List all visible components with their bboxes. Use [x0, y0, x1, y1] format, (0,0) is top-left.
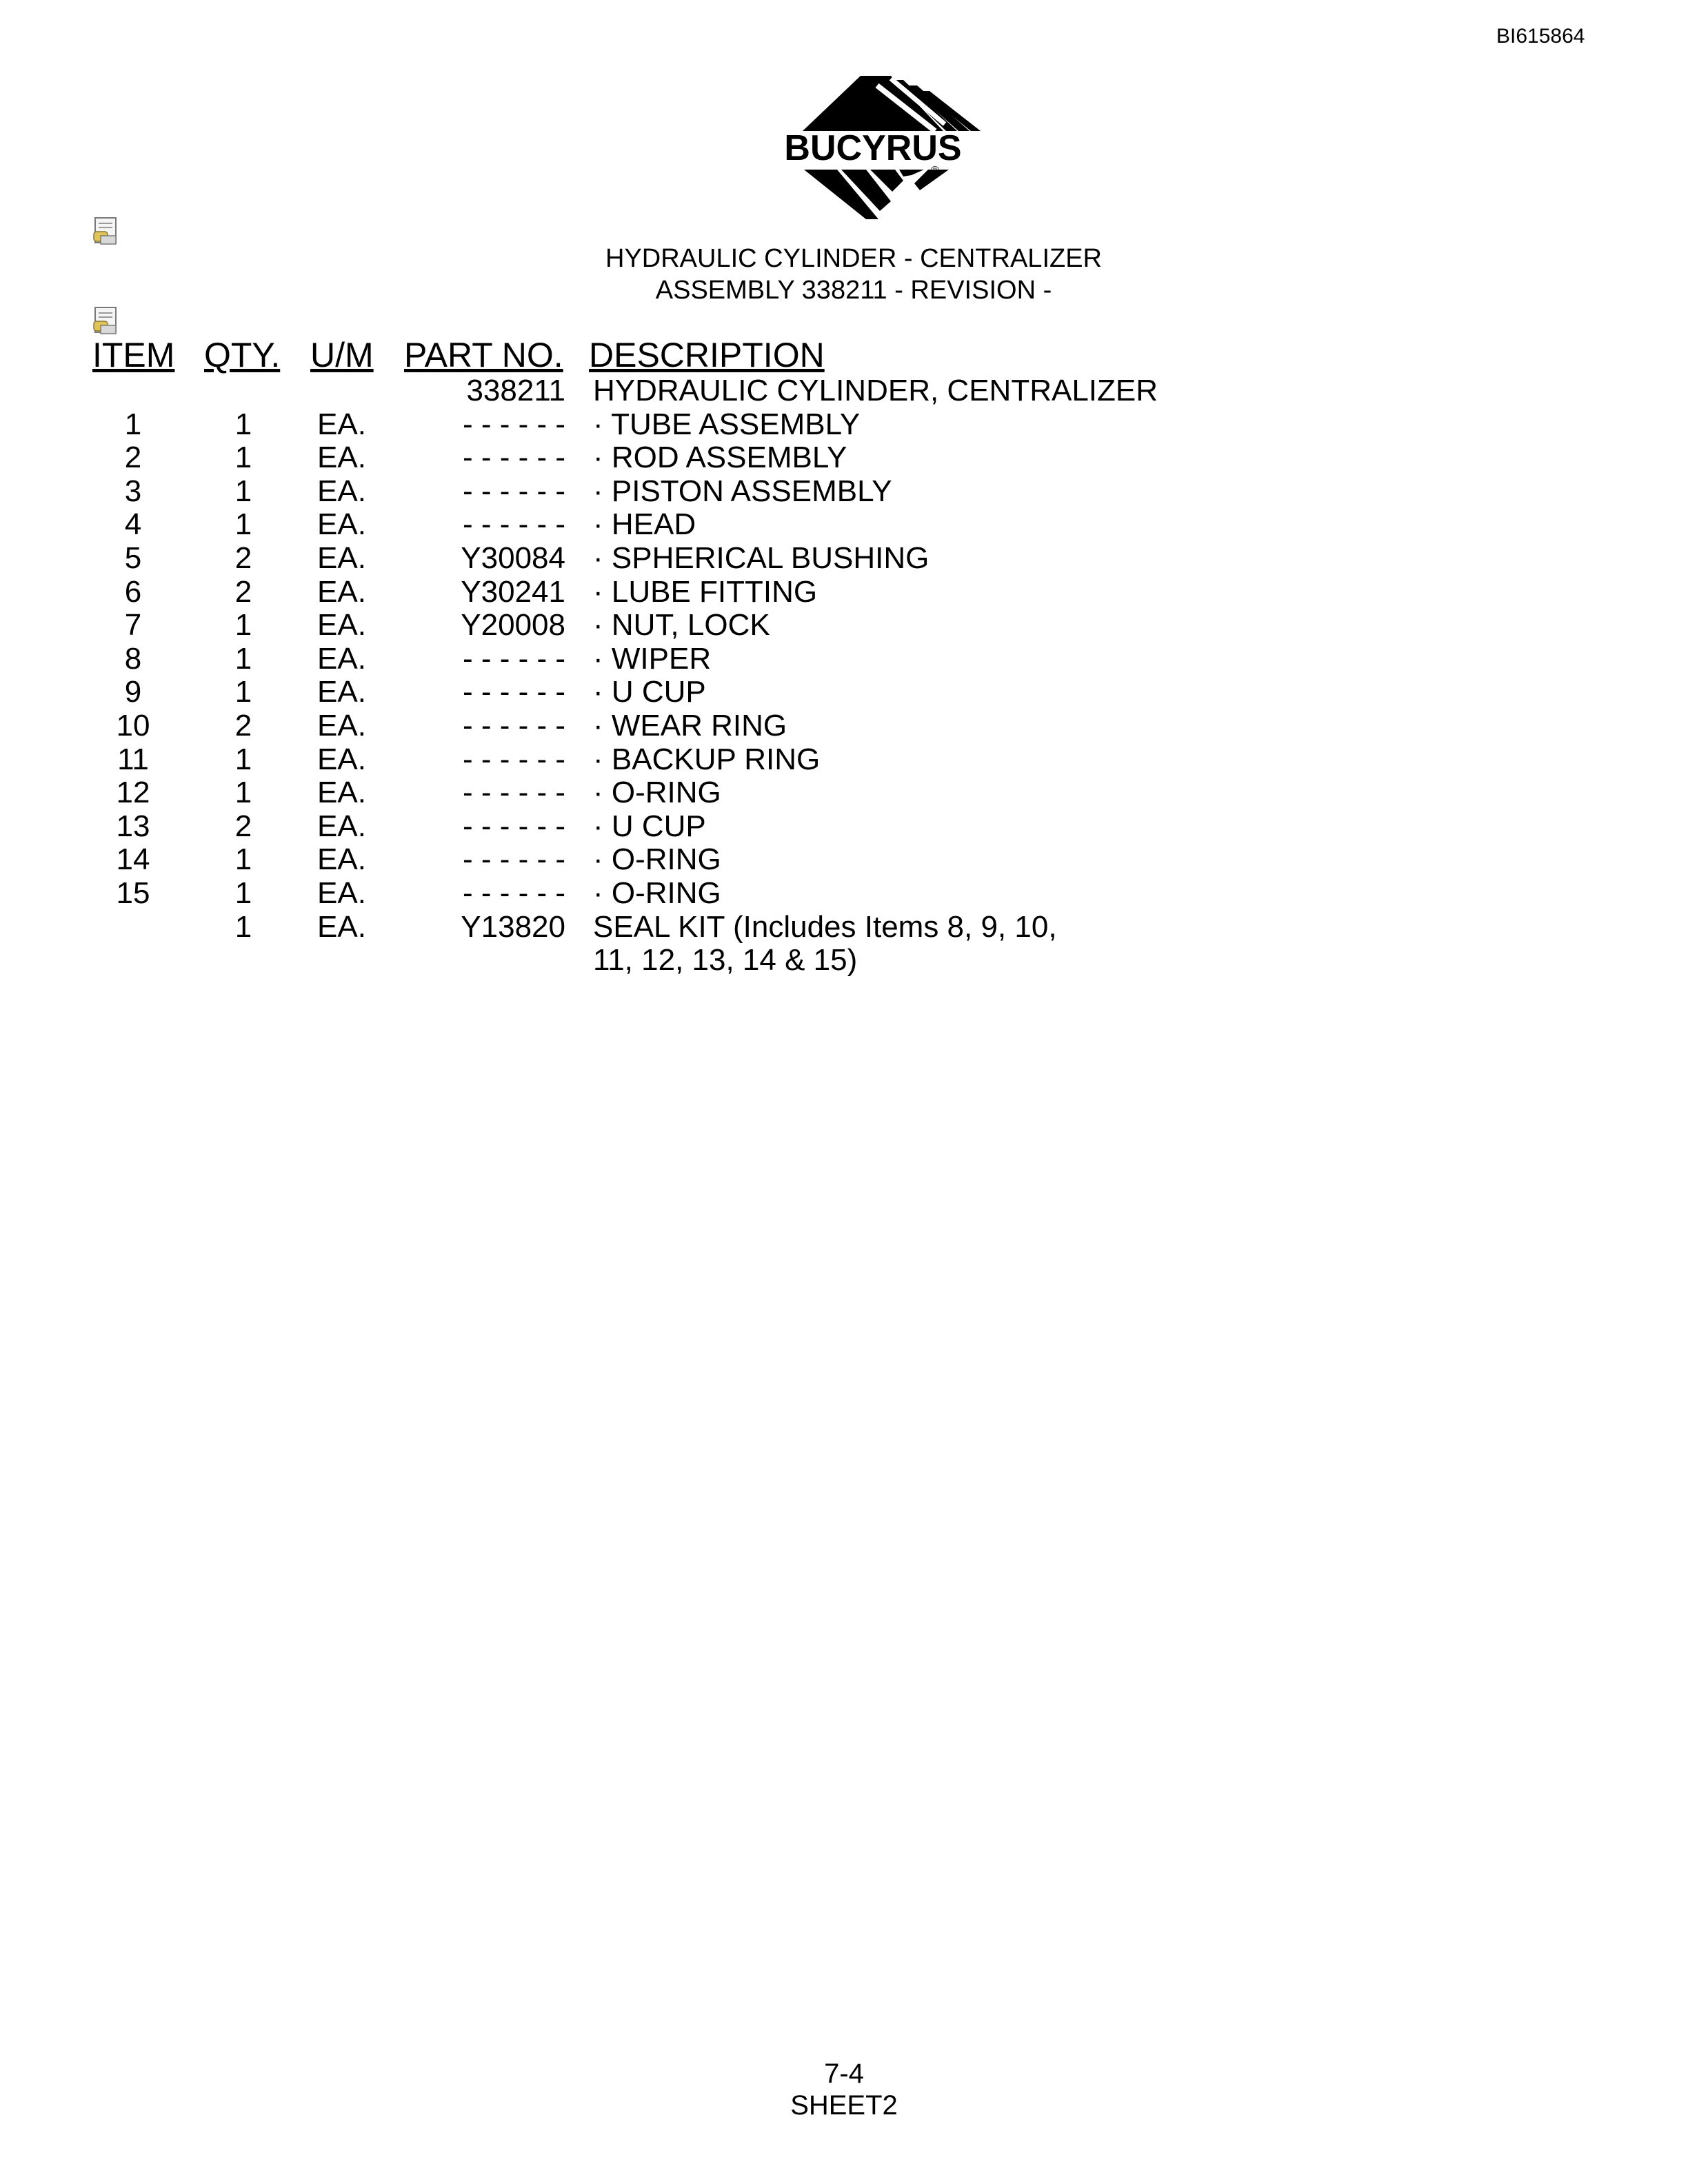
page-number: 7-4	[824, 2059, 864, 2089]
um-cell: EA.	[317, 709, 366, 742]
table-row	[0, 441, 1241, 474]
qty-cell: 1	[234, 507, 252, 542]
table-row	[0, 474, 1241, 508]
part-no-cell: - - - - - -	[462, 809, 565, 843]
table-row	[0, 842, 1241, 876]
item-cell: 10	[116, 709, 150, 742]
qty-cell: 1	[234, 474, 252, 508]
title-line-1: HYDRAULIC CYLINDER - CENTRALIZER	[605, 244, 1102, 273]
qty-cell: 2	[234, 809, 252, 843]
part-no-cell: Y30084	[461, 541, 565, 575]
description-cell: · NUT, LOCK	[593, 608, 770, 643]
sheet-label: SHEET2	[790, 2090, 898, 2121]
um-cell: EA.	[317, 641, 366, 676]
item-cell: 1	[124, 407, 142, 441]
header-part-no: PART NO.	[404, 336, 563, 374]
qty-cell: 2	[234, 709, 252, 742]
description-cell: · LUBE FITTING	[593, 574, 818, 609]
qty-cell: 1	[234, 675, 252, 709]
svg-text:®: ®	[931, 165, 939, 176]
part-no-cell: - - - - - -	[462, 742, 565, 776]
part-no-cell: - - - - - -	[462, 842, 565, 877]
part-no-cell: - - - - - -	[462, 507, 565, 542]
description-cell: · TUBE ASSEMBLY	[593, 407, 861, 441]
part-no-cell: - - - - - -	[462, 474, 565, 508]
note-icon[interactable]	[92, 216, 120, 245]
qty-cell: 1	[234, 742, 252, 776]
qty-cell: 1	[234, 842, 252, 877]
description-cell: 11, 12, 13, 14 & 15)	[593, 943, 858, 978]
item-cell: 3	[124, 474, 142, 508]
um-cell: EA.	[317, 909, 366, 944]
part-no-cell: - - - - - -	[462, 441, 565, 475]
um-cell: EA.	[317, 876, 366, 910]
item-cell: 5	[124, 541, 142, 575]
description-cell: · HEAD	[593, 507, 696, 542]
part-no-cell: - - - - - -	[462, 876, 565, 910]
table-row	[0, 809, 1241, 843]
document-id: BI615864	[1496, 25, 1585, 48]
description-cell: · PISTON ASSEMBLY	[593, 474, 892, 508]
table-row	[0, 675, 1241, 709]
um-cell: EA.	[317, 474, 366, 508]
um-cell: EA.	[317, 541, 366, 575]
description-cell: · U CUP	[593, 809, 706, 843]
item-cell: 2	[124, 441, 142, 475]
table-row	[0, 407, 1241, 441]
item-cell: 8	[124, 641, 142, 676]
header-qty: QTY.	[204, 336, 281, 374]
description-cell: · ROD ASSEMBLY	[593, 441, 847, 475]
um-cell: EA.	[317, 809, 366, 843]
table-row	[0, 374, 1241, 407]
item-cell: 11	[117, 742, 149, 776]
item-cell: 13	[116, 809, 150, 843]
part-no-cell: - - - - - -	[462, 776, 565, 810]
um-cell: EA.	[317, 776, 366, 810]
item-cell: 12	[116, 776, 150, 810]
header-um: U/M	[310, 336, 374, 374]
item-cell: 14	[116, 842, 150, 877]
part-no-cell: - - - - - -	[462, 407, 565, 441]
title-line-2: ASSEMBLY 338211 - REVISION -	[655, 276, 1052, 305]
qty-cell: 1	[234, 608, 252, 643]
part-no-cell: Y30241	[461, 574, 565, 609]
table-row	[0, 642, 1241, 676]
description-cell: · WEAR RING	[593, 709, 787, 742]
table-row	[0, 709, 1241, 742]
qty-cell: 1	[234, 641, 252, 676]
um-cell: EA.	[317, 742, 366, 776]
brand-wordmark: BUCYRUS	[784, 128, 962, 168]
description-cell: · O-RING	[593, 842, 721, 877]
item-cell: 6	[124, 574, 142, 609]
table-row	[0, 876, 1241, 910]
qty-cell: 1	[234, 776, 252, 810]
part-no-cell: Y13820	[461, 909, 565, 944]
table-row	[0, 742, 1241, 776]
qty-cell: 1	[234, 441, 252, 475]
description-cell: · SPHERICAL BUSHING	[593, 541, 930, 575]
part-no-cell: - - - - - -	[462, 709, 565, 742]
item-cell: 7	[124, 608, 142, 643]
um-cell: EA.	[317, 507, 366, 542]
qty-cell: 2	[234, 541, 252, 575]
part-no-cell: Y20008	[461, 608, 565, 643]
item-cell: 15	[116, 876, 150, 910]
um-cell: EA.	[317, 441, 366, 475]
qty-cell: 1	[234, 876, 252, 910]
table-row	[0, 575, 1241, 609]
um-cell: EA.	[317, 608, 366, 643]
qty-cell: 1	[234, 407, 252, 441]
description-cell: SEAL KIT (Includes Items 8, 9, 10,	[593, 909, 1057, 944]
table-row	[0, 541, 1241, 575]
description-cell: · O-RING	[593, 776, 721, 810]
description-cell: · U CUP	[593, 675, 706, 709]
qty-cell: 1	[234, 909, 252, 944]
um-cell: EA.	[317, 675, 366, 709]
header-description: DESCRIPTION	[589, 336, 825, 374]
description-cell: · BACKUP RING	[593, 742, 821, 776]
table-row	[0, 910, 1241, 944]
table-row	[0, 507, 1241, 541]
description-cell: · O-RING	[593, 876, 721, 910]
description-cell: HYDRAULIC CYLINDER, CENTRALIZER	[593, 374, 1158, 407]
part-no-cell: - - - - - -	[462, 675, 565, 709]
table-row	[0, 608, 1241, 642]
um-cell: EA.	[317, 842, 366, 877]
table-row	[0, 776, 1241, 809]
table-row	[0, 943, 1241, 977]
header-item: ITEM	[92, 336, 175, 374]
part-no-cell: 338211	[466, 374, 565, 407]
note-icon[interactable]	[92, 306, 120, 335]
part-no-cell: - - - - - -	[462, 641, 565, 676]
item-cell: 4	[124, 507, 142, 542]
bucyrus-logo	[756, 73, 990, 222]
description-cell: · WIPER	[593, 641, 712, 676]
um-cell: EA.	[317, 574, 366, 609]
qty-cell: 2	[234, 574, 252, 609]
um-cell: EA.	[317, 407, 366, 441]
item-cell: 9	[124, 675, 142, 709]
